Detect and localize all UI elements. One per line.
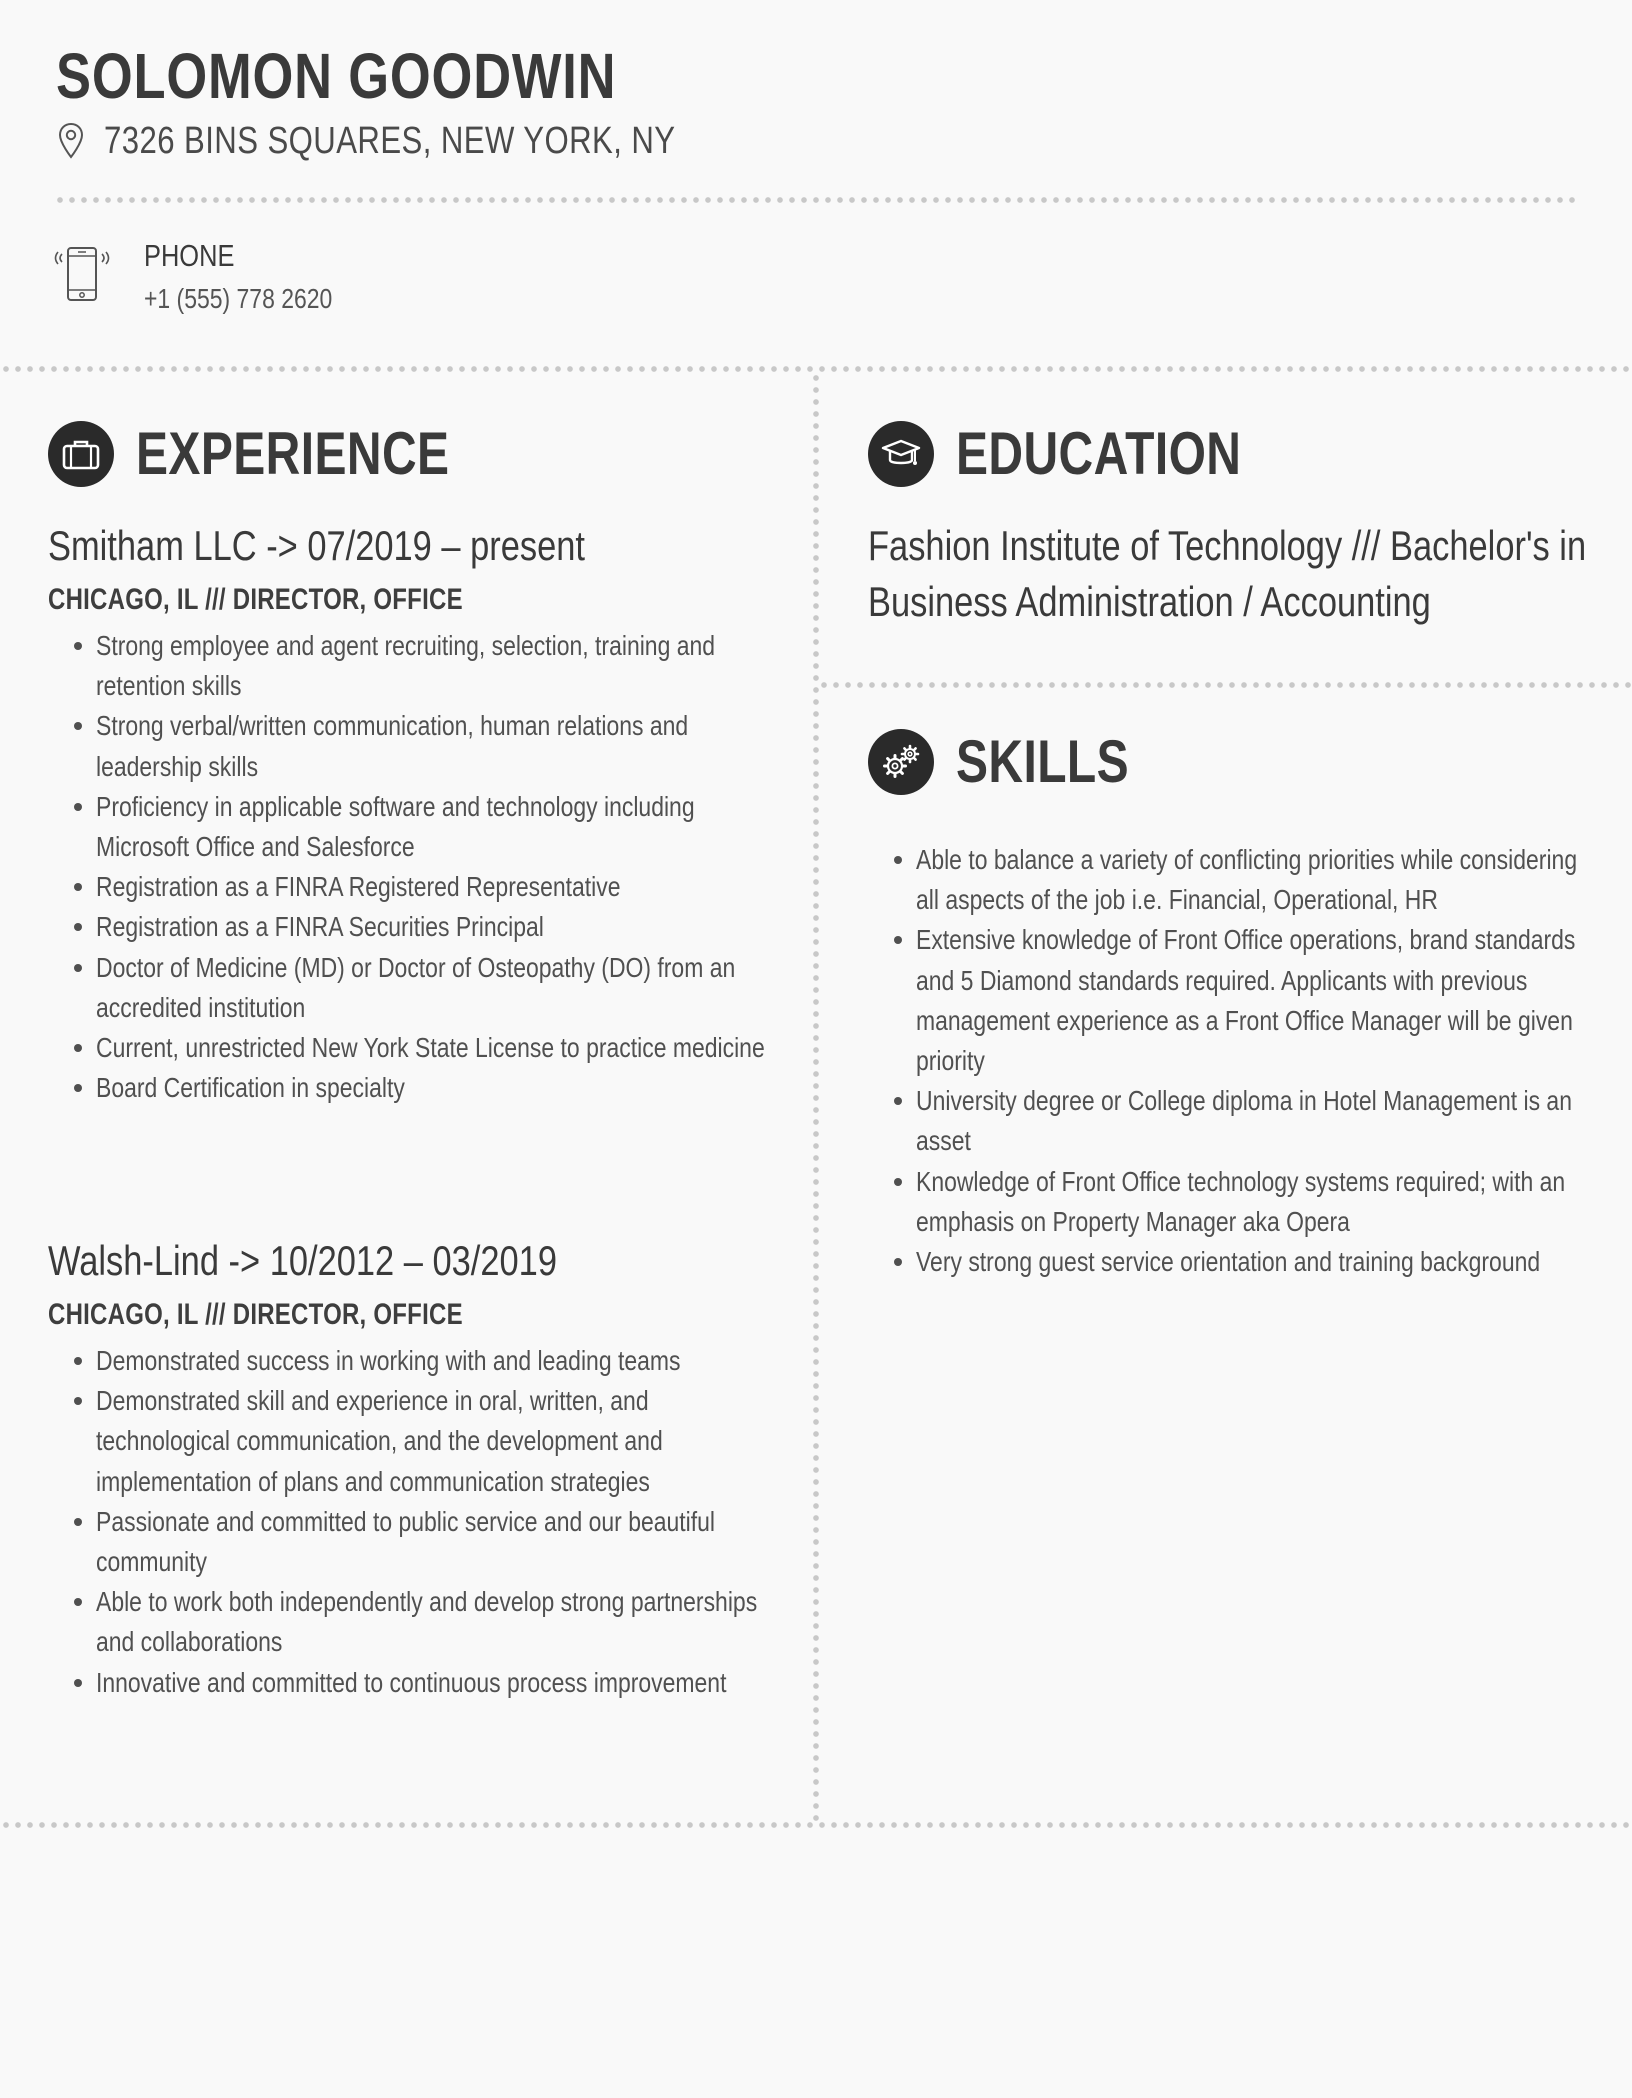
skills-bullets: [868, 840, 1588, 1282]
list-item: Demonstrated success in working with and leading teams: [96, 1341, 788, 1381]
job-bullets: [48, 1341, 788, 1703]
graduation-cap-icon: [881, 437, 921, 471]
list-item: Knowledge of Front Office technology systems required; with an emphasis on Property Manager aka Opera: [916, 1162, 1588, 1242]
list-item: Strong employee and agent recruiting, selection, training and retention skills: [96, 626, 788, 706]
experience-heading: [48, 419, 528, 488]
education-text: Fashion Institute of Technology /// Bachelor's in Business Administration / Accounting: [868, 522, 1587, 625]
list-item: Extensive knowledge of Front Office operations, brand standards and 5 Diamond standards required. Applicants with previous management experience as a Front Office Manager will be given priority: [916, 920, 1588, 1081]
contact-phone: [54, 238, 374, 316]
column-divider: [813, 372, 819, 1824]
job-title: Smitham LLC -> 07/2019 – present: [48, 522, 586, 569]
skills-list: [868, 832, 1588, 1282]
education-divider: [818, 682, 1632, 688]
list-item: Able to balance a variety of conflicting priorities while considering all aspects of the job i.e. Financial, Operational, HR: [916, 840, 1588, 920]
job-entry: [48, 520, 788, 1108]
job-meta: CHICAGO, IL /// DIRECTOR, OFFICE: [48, 583, 463, 616]
header-divider: [54, 197, 1580, 203]
list-item: Very strong guest service orientation and training background: [916, 1242, 1588, 1282]
list-item: Current, unrestricted New York State License to practice medicine: [96, 1028, 788, 1068]
job-title: Walsh-Lind -> 10/2012 – 03/2019: [48, 1237, 557, 1284]
bottom-divider: [0, 1822, 1632, 1828]
job-bullets: [48, 626, 788, 1108]
education-heading: [868, 419, 1313, 488]
job-meta: CHICAGO, IL /// DIRECTOR, OFFICE: [48, 1298, 463, 1331]
list-item: Strong verbal/written communication, human relations and leadership skills: [96, 706, 788, 786]
address-row: [56, 116, 1576, 166]
list-item: Passionate and committed to public service and our beautiful community: [96, 1502, 788, 1582]
list-item: Board Certification in specialty: [96, 1068, 788, 1108]
gears-icon: [880, 742, 922, 782]
list-item: Registration as a FINRA Securities Principal: [96, 907, 788, 947]
list-item: Registration as a FINRA Registered Representative: [96, 867, 788, 907]
education-icon-badge: [868, 421, 934, 487]
phone-icon: [54, 244, 110, 304]
experience-icon-badge: [48, 421, 114, 487]
skills-title: SKILLS: [956, 728, 1130, 795]
experience-title: EXPERIENCE: [136, 420, 450, 487]
briefcase-icon: [62, 438, 100, 470]
phone-value: +1 (555) 778 2620: [144, 283, 333, 314]
list-item: Proficiency in applicable software and technology including Microsoft Office and Salesforce: [96, 787, 788, 867]
list-item: Innovative and committed to continuous process improvement: [96, 1663, 788, 1703]
education-title: EDUCATION: [956, 420, 1242, 487]
map-pin-icon: [56, 121, 86, 161]
list-item: University degree or College diploma in Hotel Management is an asset: [916, 1081, 1588, 1161]
education-entry: [868, 518, 1588, 630]
skills-icon-badge: [868, 729, 934, 795]
job-entry: [48, 1235, 788, 1703]
address: 7326 BINS SQUARES, NEW YORK, NY: [104, 119, 676, 162]
list-item: Doctor of Medicine (MD) or Doctor of Osteopathy (DO) from an accredited institution: [96, 948, 788, 1028]
list-item: Demonstrated skill and experience in oral, written, and technological communication, and the development and implementation of plans and communication strategies: [96, 1381, 788, 1502]
header: [56, 38, 1576, 166]
skills-heading: [868, 727, 1172, 796]
phone-label: PHONE: [144, 238, 235, 273]
candidate-name: SOLOMON GOODWIN: [56, 40, 617, 112]
list-item: Able to work both independently and develop strong partnerships and collaborations: [96, 1582, 788, 1662]
